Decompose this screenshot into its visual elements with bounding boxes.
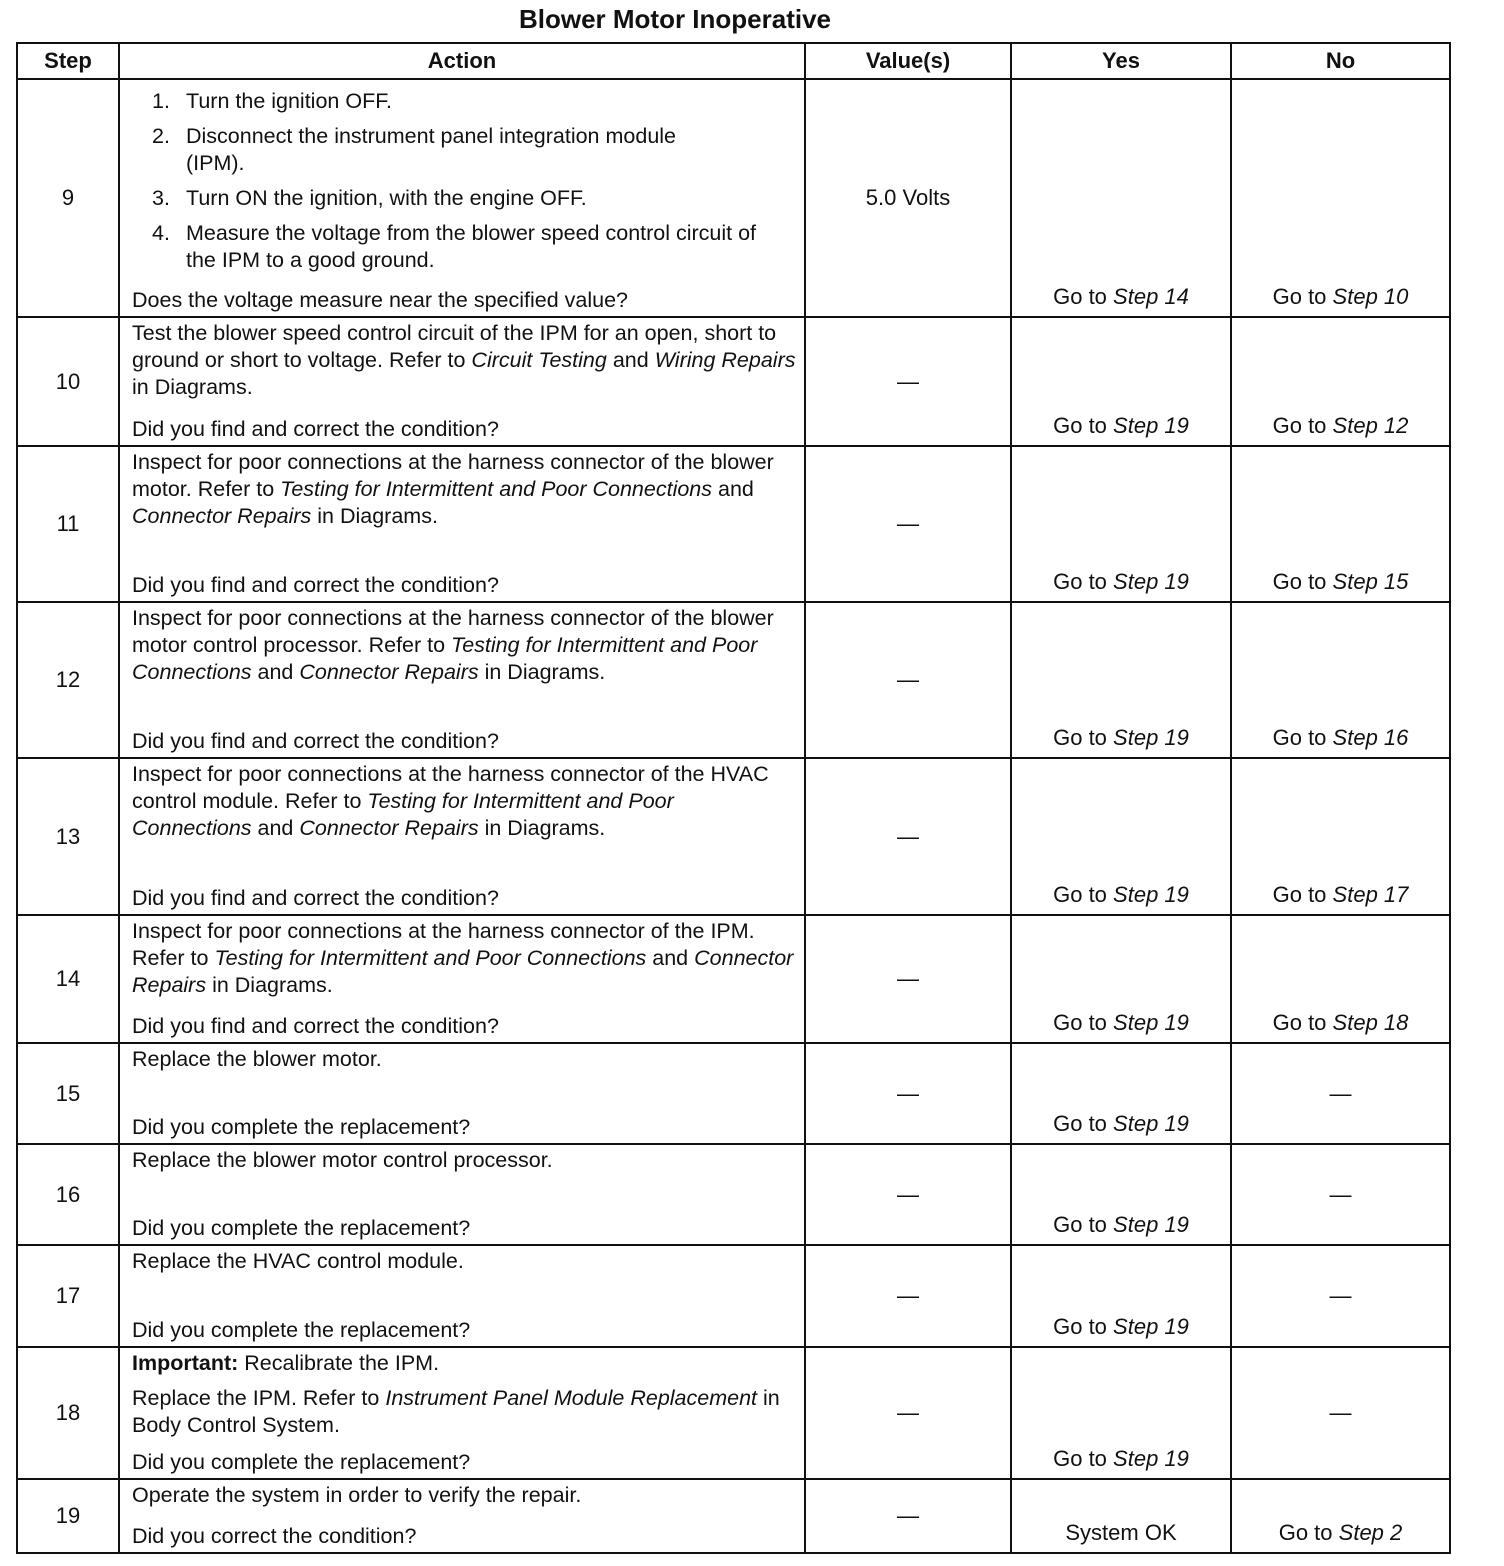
table-row xyxy=(17,915,1450,1043)
action-text-part: Inspect for poor connections at the harness connector of the IPM. Refer to xyxy=(132,918,755,970)
action-text-part: Replace the IPM. Refer to xyxy=(132,1385,386,1410)
yes-cell xyxy=(1011,915,1231,1043)
reference-ipm-replacement: Instrument Panel Module Replacement xyxy=(385,1385,758,1410)
header-action: Action xyxy=(119,43,805,79)
action-text-part: and xyxy=(251,816,300,841)
table-row xyxy=(17,758,1450,914)
no-cell xyxy=(1231,915,1450,1043)
action-text xyxy=(132,605,796,686)
list-item xyxy=(152,220,796,274)
yes-step-ref: Step 19 xyxy=(1113,412,1189,438)
value-cell: — xyxy=(805,1144,1011,1245)
action-text xyxy=(132,320,796,401)
substep-number: 2. xyxy=(152,124,170,148)
go-to-label: Go to xyxy=(1053,1009,1107,1035)
go-to-label: Go to xyxy=(1272,412,1327,438)
action-text-part: Inspect for poor connections at the harness connector of the blower motor control processor. Refer to xyxy=(132,606,774,658)
value-cell: — xyxy=(805,446,1011,602)
reference-testing-intermittent: Testing for Intermittent and Poor Connections xyxy=(280,476,713,501)
value-cell: — xyxy=(805,602,1011,758)
action-cell xyxy=(119,1043,805,1144)
substep-number: 3. xyxy=(152,186,170,210)
yes-cell xyxy=(1011,1245,1231,1346)
no-step-ref: Step 10 xyxy=(1332,284,1409,310)
header-no: No xyxy=(1231,43,1450,79)
yes-step-ref: Step 19 xyxy=(1113,569,1189,595)
action-cell xyxy=(119,79,805,317)
action-text-part: and xyxy=(646,945,695,970)
go-to-label: Go to xyxy=(1272,569,1327,595)
table-row xyxy=(17,1245,1450,1346)
go-to-label: Go to xyxy=(1053,284,1107,310)
question-text: Did you find and correct the condition? xyxy=(132,885,499,910)
step-number: 11 xyxy=(17,446,119,602)
go-to-label: Go to xyxy=(1053,1111,1107,1137)
yes-step-ref: Step 14 xyxy=(1113,284,1189,310)
reference-testing-intermittent: Testing for Intermittent and Poor Connections xyxy=(132,789,674,841)
no-cell: — xyxy=(1231,1347,1450,1479)
value-cell: — xyxy=(805,1043,1011,1144)
substep-text: Measure the voltage from the blower speed control circuit of the IPM to a good ground. xyxy=(186,221,757,272)
action-cell xyxy=(119,446,805,602)
step-number: 15 xyxy=(17,1043,119,1144)
go-to-label: Go to xyxy=(1053,881,1107,907)
no-step-ref: Step 2 xyxy=(1338,1520,1403,1545)
action-cell xyxy=(119,1347,805,1479)
value-cell: — xyxy=(805,1245,1011,1346)
question-text: Did you find and correct the condition? xyxy=(132,416,499,441)
table-row xyxy=(17,1043,1450,1144)
list-item xyxy=(152,185,796,212)
no-cell xyxy=(1231,79,1450,317)
action-text: Replace the blower motor control processor. xyxy=(132,1148,553,1173)
question-text: Did you complete the replacement? xyxy=(132,1449,471,1474)
value-cell: — xyxy=(805,1479,1011,1553)
no-cell: — xyxy=(1231,1245,1450,1346)
step-number: 12 xyxy=(17,602,119,758)
no-step-ref: Step 18 xyxy=(1332,1009,1409,1035)
reference-connector-repairs: Connector Repairs xyxy=(132,945,794,997)
substep-number: 1. xyxy=(152,89,170,113)
action-cell xyxy=(119,915,805,1043)
yes-cell xyxy=(1011,79,1231,317)
yes-step-ref: Step 19 xyxy=(1113,1212,1189,1238)
value-cell: — xyxy=(805,915,1011,1043)
question-text: Did you find and correct the condition? xyxy=(132,1013,499,1038)
substep-text: Turn the ignition OFF. xyxy=(186,89,392,113)
table-row xyxy=(17,317,1450,445)
action-cell xyxy=(119,602,805,758)
substep-text: Disconnect the instrument panel integration module (IPM). xyxy=(186,124,677,175)
question-text: Did you correct the condition? xyxy=(132,1524,417,1548)
question-text: Did you complete the replacement? xyxy=(132,1317,471,1342)
action-cell xyxy=(119,317,805,445)
list-item xyxy=(152,123,796,177)
list-item xyxy=(152,88,796,115)
step-number: 9 xyxy=(17,79,119,317)
question-text: Did you complete the replacement? xyxy=(132,1115,471,1140)
header-row xyxy=(17,43,1450,79)
action-text-part: in Diagrams. xyxy=(478,816,606,841)
table-row xyxy=(17,1144,1450,1245)
reference-connector-repairs: Connector Repairs xyxy=(132,503,312,528)
go-to-label: Go to xyxy=(1053,569,1107,595)
step-number: 13 xyxy=(17,758,119,914)
action-text-part: in Diagrams. xyxy=(132,375,253,400)
yes-cell xyxy=(1011,602,1231,758)
action-text-part: and xyxy=(251,660,300,685)
step-number: 19 xyxy=(17,1479,119,1553)
table-row xyxy=(17,1347,1450,1479)
action-text xyxy=(132,761,796,842)
substep-number: 4. xyxy=(152,221,170,245)
go-to-label: Go to xyxy=(1053,725,1107,751)
reference-wiring-repairs: Wiring Repairs xyxy=(654,348,796,373)
table-row xyxy=(17,602,1450,758)
value-cell: — xyxy=(805,1347,1011,1479)
question-text: Did you find and correct the condition? xyxy=(132,729,499,754)
action-text xyxy=(132,1385,796,1439)
step-number: 10 xyxy=(17,317,119,445)
yes-step-ref: Step 19 xyxy=(1113,1009,1189,1035)
header-values: Value(s) xyxy=(805,43,1011,79)
header-yes: Yes xyxy=(1011,43,1231,79)
action-text: Replace the blower motor. xyxy=(132,1046,382,1071)
no-step-ref: Step 12 xyxy=(1332,412,1409,438)
no-cell xyxy=(1231,446,1450,602)
yes-cell xyxy=(1011,1043,1231,1144)
action-cell xyxy=(119,1144,805,1245)
action-text-part: in Diagrams. xyxy=(206,972,333,997)
page-title: Blower Motor Inoperative xyxy=(518,4,832,34)
important-note xyxy=(132,1350,796,1377)
reference-circuit-testing: Circuit Testing xyxy=(471,348,607,373)
yes-cell xyxy=(1011,317,1231,445)
value-cell: — xyxy=(805,758,1011,914)
reference-connector-repairs: Connector Repairs xyxy=(299,816,479,841)
step-number: 18 xyxy=(17,1347,119,1479)
go-to-label: Go to xyxy=(1272,881,1327,907)
reference-testing-intermittent: Testing for Intermittent and Poor Connections xyxy=(214,945,647,970)
action-text-part: in Diagrams. xyxy=(311,503,438,528)
yes-cell xyxy=(1011,446,1231,602)
yes-cell xyxy=(1011,1144,1231,1245)
reference-connector-repairs: Connector Repairs xyxy=(299,660,479,685)
no-cell: — xyxy=(1231,1043,1450,1144)
action-text-part: and xyxy=(606,348,655,373)
table-row xyxy=(17,446,1450,602)
value-cell: 5.0 Volts xyxy=(805,79,1011,317)
go-to-label: Go to xyxy=(1053,1445,1107,1471)
header-step: Step xyxy=(17,43,119,79)
action-text-part: Inspect for poor connections at the harness connector of the blower motor. Refer to xyxy=(132,449,774,501)
yes-step-ref: Step 19 xyxy=(1113,725,1189,751)
go-to-label: Go to xyxy=(1272,284,1327,310)
question-text: Does the voltage measure near the specified value? xyxy=(132,288,629,313)
action-text-part: in Diagrams. xyxy=(478,660,606,685)
action-cell xyxy=(119,1245,805,1346)
go-to-label: Go to xyxy=(1053,1313,1107,1339)
substep-text: Turn ON the ignition, with the engine OFF. xyxy=(186,186,587,210)
go-to-label: Go to xyxy=(1272,725,1327,751)
no-cell xyxy=(1231,602,1450,758)
action-text xyxy=(132,918,796,999)
question-text: Did you find and correct the condition? xyxy=(132,573,499,598)
action-text: Operate the system in order to verify the repair. xyxy=(132,1482,582,1507)
action-cell xyxy=(119,1479,805,1553)
action-text-part: in Body Control System. xyxy=(132,1385,780,1437)
action-text: Replace the HVAC control module. xyxy=(132,1249,464,1274)
yes-cell xyxy=(1011,758,1231,914)
step-number: 17 xyxy=(17,1245,119,1346)
question-text: Did you complete the replacement? xyxy=(132,1216,471,1241)
action-text-part: and xyxy=(712,476,754,501)
action-text xyxy=(132,449,796,530)
table-row xyxy=(17,79,1450,317)
yes-cell xyxy=(1011,1347,1231,1479)
diagnostic-table xyxy=(16,42,1451,1554)
yes-step-ref: Step 19 xyxy=(1113,1111,1189,1137)
go-to-label: Go to xyxy=(1278,1520,1333,1545)
yes-step-ref: Step 19 xyxy=(1113,881,1189,907)
important-label: Important: xyxy=(132,1350,239,1375)
no-step-ref: Step 17 xyxy=(1332,881,1409,907)
no-step-ref: Step 15 xyxy=(1332,569,1409,595)
yes-step-ref: Step 19 xyxy=(1113,1445,1189,1471)
table-row xyxy=(17,1479,1450,1553)
go-to-label: Go to xyxy=(1272,1009,1327,1035)
value-cell: — xyxy=(805,317,1011,445)
go-to-label: Go to xyxy=(1053,412,1107,438)
yes-step-ref: Step 19 xyxy=(1113,1313,1189,1339)
action-text-part: Inspect for poor connections at the harness connector of the HVAC control module. Refer to xyxy=(132,762,769,814)
action-text-part: Test the blower speed control circuit of the IPM for an open, short to ground or short to voltage. Refer to xyxy=(132,321,777,373)
no-step-ref: Step 16 xyxy=(1332,725,1409,751)
important-text: Recalibrate the IPM. xyxy=(238,1350,440,1375)
no-cell xyxy=(1231,758,1450,914)
action-cell xyxy=(119,758,805,914)
go-to-label: Go to xyxy=(1053,1212,1107,1238)
no-cell: — xyxy=(1231,1144,1450,1245)
no-cell xyxy=(1231,1479,1450,1553)
step-number: 14 xyxy=(17,915,119,1043)
substep-list xyxy=(132,82,796,282)
step-number: 16 xyxy=(17,1144,119,1245)
no-cell xyxy=(1231,317,1450,445)
reference-testing-intermittent: Testing for Intermittent and Poor Connections xyxy=(132,633,758,685)
yes-cell: System OK xyxy=(1011,1479,1231,1553)
